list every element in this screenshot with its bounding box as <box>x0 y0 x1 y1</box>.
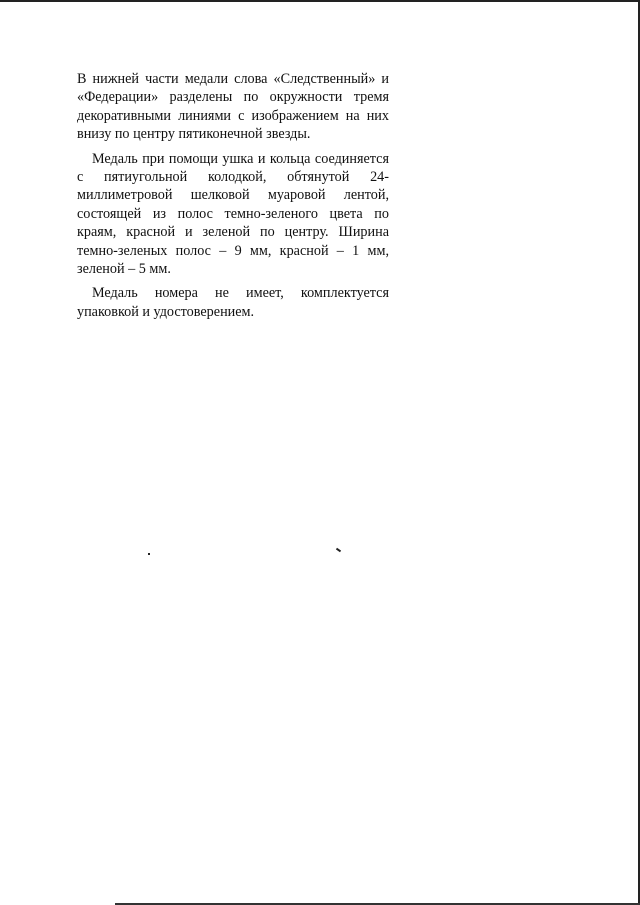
scan-speck <box>148 553 150 555</box>
paragraph-medal-packaging: Медаль номера не имеет, комплектуется упаковкой и удостоверением. <box>77 285 389 320</box>
paragraph-medal-ribbon: Медаль при помощи ушка и кольца соединяется с пятиугольной колодкой, обтянутой 24-миллиметровой шелковой муаровой лентой, состоящей из полос темно-зеленого цвета по краям, красной и зеленой по центру. Ширина темно-зеленых полос – 9 мм, красной – 1 мм, зеленой – 5 мм. <box>77 150 389 278</box>
scan-speck <box>336 548 341 553</box>
document-page <box>77 70 389 327</box>
paragraph-medal-inscription: В нижней части медали слова «Следственный» и «Федерации» разделены по окружности тремя декоративными линиями с изображением на них внизу по центру пятиконечной звезды. <box>77 71 389 143</box>
